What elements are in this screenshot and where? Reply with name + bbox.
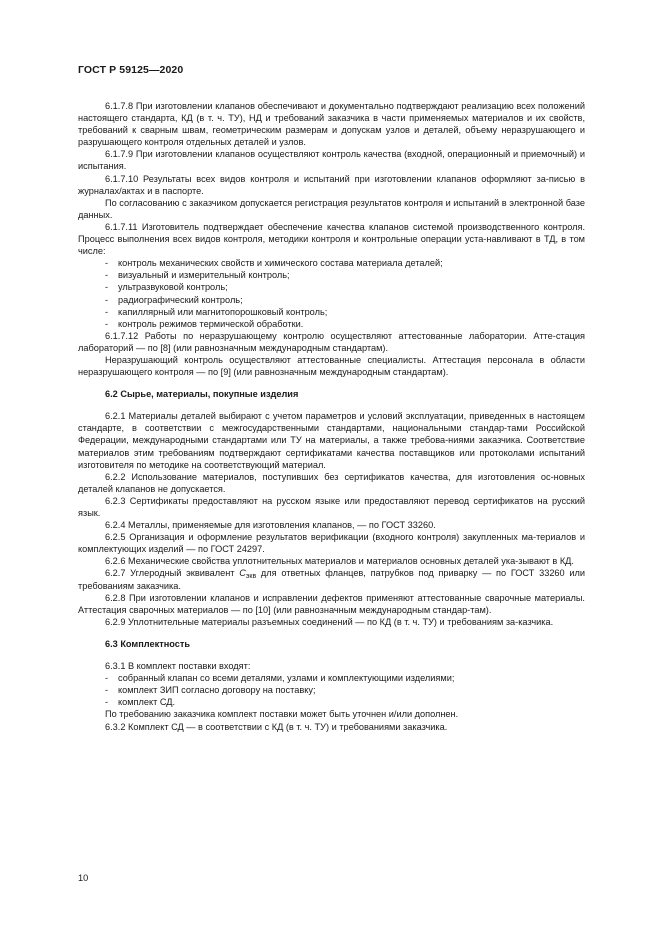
carbon-equivalent-subscript: экв: [245, 573, 257, 581]
paragraph-text: 6.2.7 Углеродный эквивалент: [105, 568, 240, 579]
list-dash: -: [105, 306, 109, 317]
paragraph-6-2-4: 6.2.4 Металлы, применяемые для изготовления клапанов, — по ГОСТ 33260.: [105, 520, 436, 531]
list-item-text: капиллярный или магнитопорошковый контроль;: [118, 306, 328, 317]
carbon-equivalent-symbol: С: [239, 568, 246, 579]
document-body: [78, 100, 585, 733]
paragraph-6-3-1: 6.3.1 В комплект поставки входят:: [105, 661, 251, 672]
paragraph-6-1-7-11: 6.1.7.11 Изготовитель подтверждает обеспечение качества клапанов системой производственного контроля. Процесс выполнения всех видов контроля, методики контроля и контрольные операции уста-навливают в ТД, в том числе:: [78, 221, 585, 257]
paragraph-6-2-6: 6.2.6 Механические свойства уплотнительных материалов и материалов основных деталей ука-зывают в КД.: [105, 556, 574, 567]
list-item: [105, 269, 585, 281]
list-dash: -: [105, 270, 109, 281]
paragraph-6-2-2: 6.2.2 Использование материалов, поступивших без сертификатов качества, для изготовления ос-новных деталей клапанов не допускается.: [78, 471, 585, 494]
list-item: [105, 294, 585, 306]
list-item-text: контроль режимов термической обработки.: [118, 318, 304, 329]
list-item: [105, 684, 585, 696]
paragraph-6-2-1: 6.2.1 Материалы деталей выбирают с учетом параметров и условий эксплуатации, приведенных в настоящем стандарте, в соответствии с межгосударственными стандартами, национальными стандар-тами Российской Федерации, международными стандартами или ТУ на материалы, а также требова-ниями заказчика. Соответствие материалов этим требованиям подтверждают сертификатами качества поставщиков или протоколами испытаний изготовителя по методике на соответствующий материал.: [78, 411, 585, 470]
list-item: [105, 672, 585, 684]
list-dash: -: [105, 318, 109, 329]
paragraph-6-2-5: 6.2.5 Организация и оформление результатов верификации (входного контроля) закупленных ма-териалов и комплектующих изделий — по ГОСТ 24297.: [78, 532, 585, 555]
list-item: [105, 306, 585, 318]
paragraph-text: для ответных фланцев, патрубков под приварку — по ГОСТ 33260 или требованиям заказчика.: [78, 568, 585, 591]
paragraph-6-2-3: 6.2.3 Сертификаты предоставляют на русском языке или предоставляют перевод сертификатов на русский язык.: [78, 495, 585, 518]
section-heading-6-2: 6.2 Сырье, материалы, покупные изделия: [105, 389, 299, 400]
section-heading-6-3: 6.3 Комплектность: [105, 638, 190, 649]
paragraph-6-2-9: 6.2.9 Уплотнительные материалы разъемных соединений — по КД (в т. ч. ТУ) и требованиям за-казчика.: [105, 616, 554, 627]
list-item: [105, 318, 585, 330]
list-item-text: собранный клапан со всеми деталями, узлами и комплектующими изделиями;: [118, 673, 455, 684]
list-item: [105, 281, 585, 293]
paragraph-6-1-7-8: 6.1.7.8 При изготовлении клапанов обеспечивают и документально подтверждают реализацию всех положений настоящего стандарта, КД (в т. ч. ТУ), НД и требований заказчика в части применяемых материалов и их свойств, требований к сварным швам, геометрическим размерам и допускам узлов и деталей, объему неразрушающего и разрушающего контроля отдельных деталей и узлов.: [78, 101, 585, 148]
paragraph-6-1-7-10: 6.1.7.10 Результаты всех видов контроля и испытаний при изготовлении клапанов оформляют за-писью в журналах/актах и в паспорте.: [78, 173, 585, 196]
list-item-text: ультразвуковой контроль;: [118, 282, 228, 293]
list-dash: -: [105, 294, 109, 305]
list-dash: -: [105, 697, 109, 708]
list-dash: -: [105, 685, 109, 696]
list-item-text: контроль механических свойств и химического состава материала деталей;: [118, 258, 443, 269]
list-item-text: комплект ЗИП согласно договору на поставку;: [118, 685, 316, 696]
list-item: [105, 696, 585, 708]
paragraph-6-1-7-12: 6.1.7.12 Работы по неразрушающему контролю осуществляют аттестованные лаборатории. Атте-стация лабораторий — по [8] (или равнозначным международным стандартам).: [78, 330, 585, 353]
list-dash: -: [105, 282, 109, 293]
paragraph-6-1-7-9: 6.1.7.9 При изготовлении клапанов осуществляют контроль качества (входной, операционный и приемочный) и испытания.: [78, 149, 585, 172]
paragraph-6-2-8: 6.2.8 При изготовлении клапанов и исправлении дефектов применяют аттестованные сварочные материалы. Аттестация сварочных материалов — по [10] (или равнозначным международным стандар-там).: [78, 592, 585, 615]
list-item-text: комплект СД.: [118, 697, 176, 708]
paragraph-ndt-personnel: Неразрушающий контроль осуществляют аттестованные специалисты. Аттестация персонала в области неразрушающего контроля — по [9] (или равнозначным международным стандартам).: [78, 354, 585, 378]
paragraph-6-3-2: 6.3.2 Комплект СД — в соответствии с КД (в т. ч. ТУ) и требованиями заказчика.: [105, 721, 448, 732]
list-item-text: радиографический контроль;: [118, 294, 243, 305]
paragraph-supply-refine: По требованию заказчика комплект поставки может быть уточнен и/или дополнен.: [105, 709, 459, 720]
page-number: 10: [78, 873, 89, 883]
paragraph-6-2-7: [78, 567, 585, 591]
list-item: [105, 257, 585, 269]
list-dash: -: [105, 673, 109, 684]
document-header: ГОСТ Р 59125—2020: [78, 64, 184, 76]
list-dash: -: [105, 258, 109, 269]
list-item-text: визуальный и измерительный контроль;: [118, 270, 290, 281]
paragraph-electronic-db: По согласованию с заказчиком допускается регистрация результатов контроля и испытаний в электронной базе данных.: [78, 197, 585, 220]
